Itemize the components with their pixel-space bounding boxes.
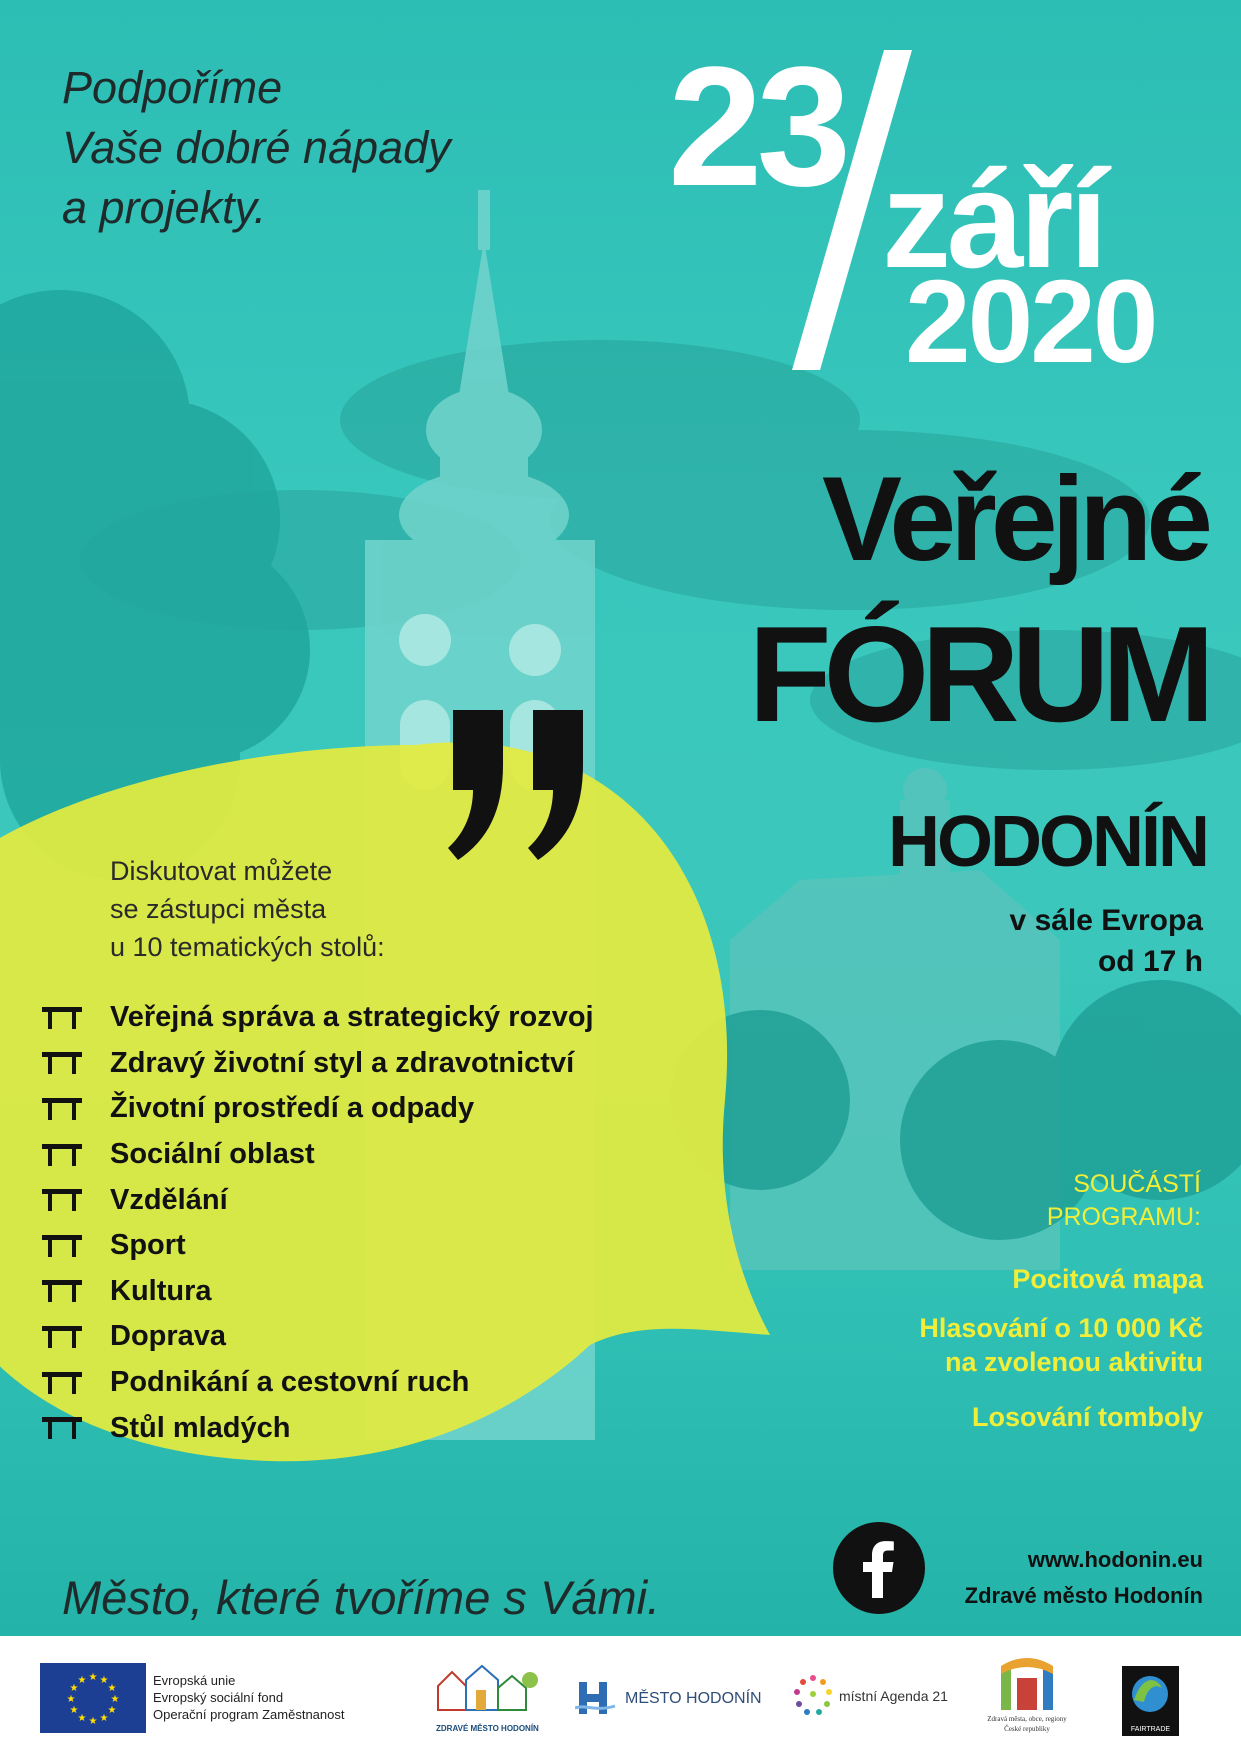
topic-label: Kultura [110, 1274, 212, 1307]
quote-mark-icon [443, 690, 603, 860]
svg-text:★: ★ [69, 1683, 79, 1694]
topic-label: Zdravý životní styl a zdravotnictví [110, 1046, 575, 1079]
program-heading [1047, 1168, 1201, 1234]
intro-line: u 10 tematických stolů: [110, 932, 385, 962]
mesto-hodonin-logo [575, 1678, 765, 1718]
svg-text:★: ★ [107, 1705, 117, 1716]
agenda21-label: místní Agenda 21 [839, 1688, 948, 1704]
list-item [42, 1086, 594, 1132]
list-item [42, 1132, 594, 1178]
eu-flag-icon [40, 1663, 146, 1733]
nszm-logo [982, 1656, 1072, 1746]
eu-line: Evropský sociální fond [153, 1690, 284, 1705]
eu-line: Operační program Zaměstnanost [153, 1707, 345, 1722]
list-item [42, 1314, 594, 1360]
topic-label: Podnikání a cestovní ruch [110, 1366, 470, 1399]
houses-icon [430, 1658, 540, 1728]
venue-info [1010, 900, 1203, 982]
date-day: 23 [668, 32, 846, 222]
eu-line: Evropská unie [153, 1673, 236, 1688]
program-heading-line: PROGRAMU: [1046, 1203, 1201, 1231]
svg-text:★: ★ [99, 1713, 109, 1724]
venue-time: od 17 h [1097, 945, 1203, 978]
table-icon [42, 1417, 82, 1439]
program-heading-line: SOUČÁSTÍ [1073, 1170, 1201, 1198]
svg-text:★: ★ [77, 1713, 87, 1724]
list-item [42, 1360, 594, 1406]
nszm-label-line: Zdravá města, obce, regiony [987, 1715, 1067, 1723]
slogan: Město, které tvoříme s Vámi. [62, 1571, 661, 1624]
svg-text:★: ★ [88, 1716, 98, 1727]
facebook-icon[interactable] [833, 1522, 925, 1614]
intro-line: Diskutovat můžete [110, 856, 333, 886]
topic-label: Životní prostředí a odpady [110, 1092, 475, 1125]
program-item-hlasovani: Hlasování o 10 000 Kč [919, 1313, 1203, 1343]
svg-text:★: ★ [77, 1675, 87, 1686]
title-verejne: Veřejné [822, 452, 1207, 586]
fairtrade-icon [1122, 1666, 1179, 1724]
program-item-losovani: Losování tomboly [971, 1402, 1203, 1432]
facebook-page-name[interactable]: Zdravé město Hodonín [964, 1583, 1203, 1608]
tagline-line: Podpoříme [62, 62, 283, 113]
nszm-label-line: České republiky [1004, 1725, 1050, 1733]
arch-icon [997, 1656, 1057, 1712]
date-month: září [882, 143, 1104, 297]
list-item [42, 1269, 594, 1315]
topic-list [42, 995, 594, 1451]
agenda21-logo [793, 1666, 953, 1726]
topic-label: Stůl mladých [110, 1411, 291, 1444]
tagline-line: a projekty. [62, 182, 267, 233]
table-icon [42, 1280, 82, 1302]
tagline [62, 58, 451, 238]
fairtrade-logo [1122, 1666, 1179, 1736]
topic-label: Doprava [110, 1320, 227, 1353]
table-icon [42, 1326, 82, 1348]
program-item-hlasovani-detail: na zvolenou aktivitu [944, 1347, 1203, 1377]
svg-text:★: ★ [69, 1705, 79, 1716]
date-year: 2020 [905, 256, 1156, 388]
title-hodonin: HODONÍN [888, 802, 1207, 882]
tagline-line: Vaše dobré nápady [62, 122, 451, 173]
svg-text:★: ★ [107, 1683, 117, 1694]
website-link[interactable]: www.hodonin.eu [1027, 1547, 1203, 1572]
table-icon [42, 1052, 82, 1074]
svg-text:★: ★ [66, 1694, 76, 1705]
program-item-pocitova-mapa: Pocitová mapa [1012, 1264, 1203, 1294]
svg-text:★: ★ [110, 1694, 120, 1705]
intro-line: se zástupci města [110, 894, 327, 924]
nszm-label [982, 1714, 1072, 1734]
table-icon [42, 1007, 82, 1029]
list-item [42, 1405, 594, 1451]
topic-label: Veřejná správa a strategický rozvoj [110, 1001, 594, 1034]
table-icon [42, 1098, 82, 1120]
list-item [42, 1041, 594, 1087]
zdrave-mesto-logo [430, 1658, 540, 1742]
footer-logos [0, 1636, 1241, 1754]
contact-info [965, 1542, 1203, 1614]
topic-label: Sport [110, 1229, 186, 1262]
zdrave-mesto-label: ZDRAVÉ MĚSTO HODONÍN [436, 1724, 539, 1733]
table-icon [42, 1189, 82, 1211]
table-icon [42, 1144, 82, 1166]
list-item [42, 1223, 594, 1269]
list-item [42, 1177, 594, 1223]
title-forum: FÓRUM [748, 598, 1207, 750]
h-logo-icon [575, 1678, 619, 1718]
intro-text [110, 852, 385, 966]
fairtrade-label: FAIRTRADE [1122, 1724, 1179, 1736]
svg-text:★: ★ [99, 1675, 109, 1686]
dots-icon [793, 1674, 833, 1718]
table-icon [42, 1372, 82, 1394]
topic-label: Sociální oblast [110, 1138, 315, 1171]
svg-text:★: ★ [88, 1672, 98, 1683]
mesto-hodonin-label: MĚSTO HODONÍN [625, 1690, 762, 1707]
table-icon [42, 1235, 82, 1257]
topic-label: Vzdělání [110, 1183, 228, 1216]
venue-hall: v sále Evropa [1009, 904, 1203, 937]
eu-program-text [153, 1672, 344, 1723]
list-item [42, 995, 594, 1041]
